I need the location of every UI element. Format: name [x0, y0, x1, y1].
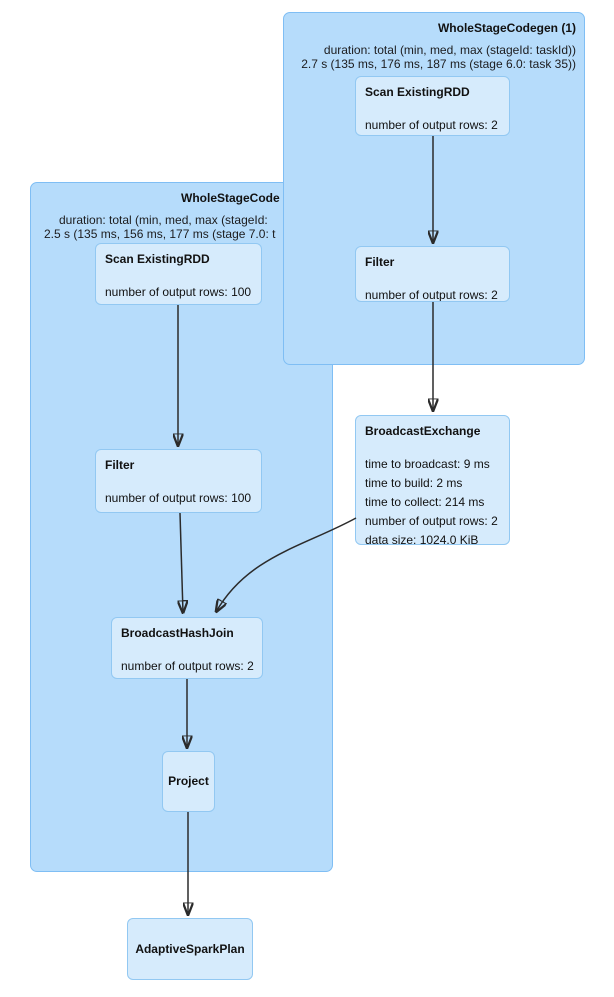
node-metric: number of output rows: 2	[365, 514, 498, 528]
plan-node-filter-1	[355, 246, 510, 302]
node-metric: number of output rows: 2	[365, 118, 498, 132]
cluster-duration-value: 2.5 s (135 ms, 156 ms, 177 ms (stage 7.0: t	[44, 227, 276, 241]
node-metric: time to broadcast: 9 ms	[365, 457, 490, 471]
node-title: Filter	[365, 255, 395, 269]
cluster-duration-value: 2.7 s (135 ms, 176 ms, 187 ms (stage 6.0: task 35))	[301, 57, 576, 71]
plan-node-scan-existingrdd-2	[95, 243, 262, 305]
node-metric: data size: 1024.0 KiB	[365, 533, 479, 545]
cluster-wholestagecodegen-1	[283, 12, 585, 365]
node-metric: time to build: 2 ms	[365, 476, 463, 490]
node-metric: time to collect: 214 ms	[365, 495, 485, 509]
plan-node-broadcast-hash-join	[111, 617, 263, 679]
plan-node-adaptive-spark-plan	[127, 918, 253, 980]
node-metric: number of output rows: 100	[105, 491, 252, 505]
node-title: Scan ExistingRDD	[105, 252, 210, 266]
node-metric: number of output rows: 2	[121, 659, 254, 673]
node-title: Scan ExistingRDD	[365, 85, 470, 99]
node-title: Project	[168, 774, 209, 788]
node-title: BroadcastHashJoin	[121, 626, 234, 640]
cluster-title: WholeStageCodegen (1)	[437, 21, 576, 35]
node-title: BroadcastExchange	[365, 424, 481, 438]
plan-node-scan-existingrdd-1	[355, 76, 510, 136]
cluster-duration-label: duration: total (min, med, max (stageId: taskId))	[323, 43, 576, 57]
node-metric: number of output rows: 100	[105, 285, 252, 299]
cluster-duration-label: duration: total (min, med, max (stageId:	[59, 213, 268, 227]
plan-node-project	[162, 751, 215, 812]
cluster-title: WholeStageCode	[181, 191, 280, 205]
plan-node-filter-2	[95, 449, 262, 513]
plan-node-broadcast-exchange	[355, 415, 510, 545]
node-title: Filter	[105, 458, 135, 472]
node-title: AdaptiveSparkPlan	[135, 941, 245, 956]
node-metric: number of output rows: 2	[365, 288, 498, 302]
